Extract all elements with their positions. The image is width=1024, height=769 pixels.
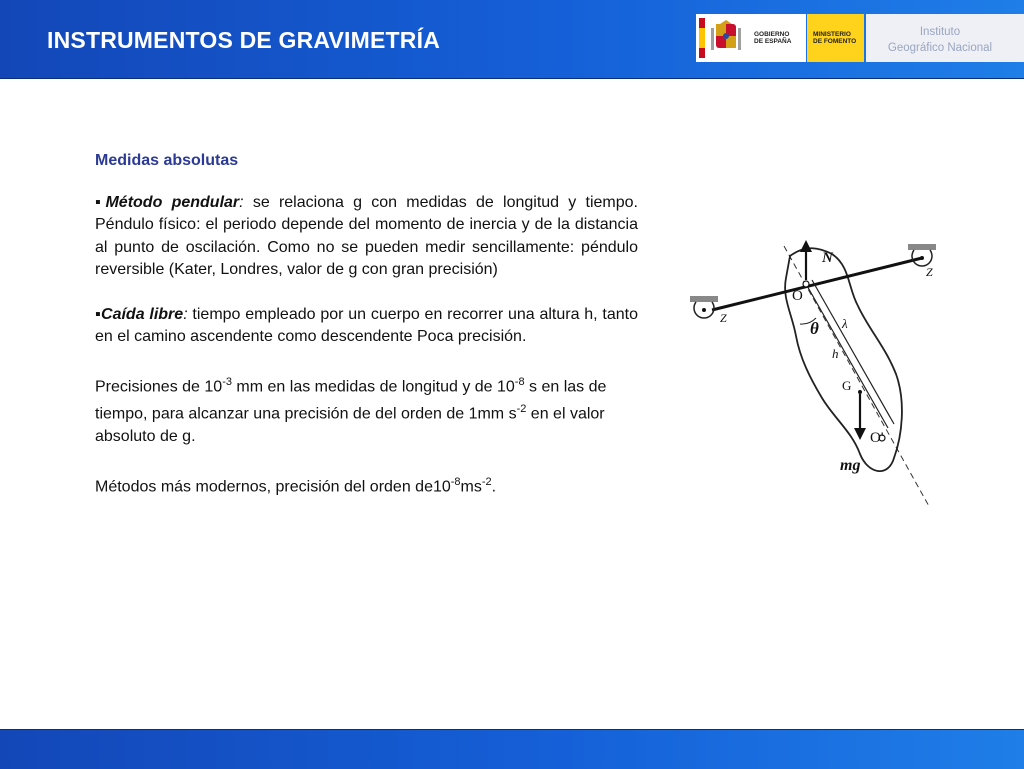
modernos-paragraph (95, 471, 638, 499)
exponent: -8 (514, 375, 525, 388)
label-h: h (832, 346, 839, 361)
modernos-text-1: Métodos más modernos, precisión del orden de10 (95, 477, 451, 495)
left-support-icon (690, 296, 718, 302)
term-colon: : (239, 193, 244, 211)
term-colon: : (183, 305, 188, 323)
gobierno-text-2: DE ESPAÑA (754, 38, 792, 45)
metodo-pendular-term: Método pendular (105, 193, 240, 211)
ministerio-text-2: DE FOMENTO (813, 38, 857, 45)
caida-libre-paragraph (95, 304, 638, 349)
label-g: G (842, 378, 852, 393)
header-bar (0, 0, 1024, 79)
bullet-icon: ▪ (95, 305, 102, 323)
modernos-text-3: . (491, 477, 497, 495)
label-z-right: Z (926, 265, 933, 279)
metodo-pendular-text: se relaciona g con medidas de longitud y tiempo. Péndulo físico: el periodo depende del momento de inercia y de la distancia al punto de oscilación. Como no se pueden medir sencillamente: péndulo reversible (Kater, Londres, valor de g con gran precisión) (95, 193, 638, 278)
coat-of-arms-icon (710, 20, 742, 56)
label-lambda: λ (842, 316, 848, 331)
gobierno-logo (696, 14, 806, 62)
section-heading: Medidas absolutas (95, 152, 239, 169)
pivot-o (803, 281, 809, 287)
metodo-pendular-paragraph (95, 192, 638, 282)
exponent: -2 (481, 475, 492, 488)
precisiones-text-4: en el valor absoluto de g. (95, 405, 605, 446)
label-mg: mg (840, 457, 861, 474)
label-o-prime: O' (870, 430, 884, 446)
footer-bar (0, 729, 1024, 769)
ign-text-2: Geográfico Nacional (887, 42, 993, 54)
reversible-pendulum-diagram (682, 218, 960, 518)
precisiones-paragraph (95, 371, 638, 449)
precisiones-text-1: Precisiones de 10 (95, 377, 223, 395)
exponent: -8 (450, 475, 461, 488)
logo-strip (696, 14, 1024, 62)
label-o: O (792, 288, 803, 304)
ministerio-logo (807, 14, 864, 62)
caida-libre-text: tiempo empleado por un cuerpo en recorrer una altura h, tanto en el camino ascendente como descendente Poca precisión. (95, 305, 638, 345)
modernos-text-2: ms (460, 477, 482, 495)
caida-libre-term: Caída libre (101, 305, 184, 323)
gobierno-text-1: GOBIERNO (754, 31, 790, 38)
ign-logo (866, 14, 1024, 62)
exponent: -2 (516, 403, 527, 416)
bullet-icon: ▪ (95, 193, 106, 211)
page-title: INSTRUMENTOS DE GRAVIMETRÍA (47, 27, 441, 53)
label-theta: θ (810, 319, 819, 338)
ministerio-text-1: MINISTERIO (813, 31, 851, 38)
center-of-mass-g (858, 390, 862, 394)
slide-body (95, 150, 638, 520)
exponent: -3 (222, 375, 232, 388)
ign-text-1: Instituto (919, 26, 961, 38)
right-support-icon (908, 244, 936, 250)
precisiones-text-3: s en las de tiempo, para alcanzar una precisión de del orden de 1mm s (95, 377, 607, 423)
label-n: N (822, 250, 833, 266)
flag-icon (699, 18, 705, 58)
label-z-left: Z (720, 311, 727, 325)
precisiones-text-2: mm en las medidas de longitud y de 10 (231, 377, 515, 395)
